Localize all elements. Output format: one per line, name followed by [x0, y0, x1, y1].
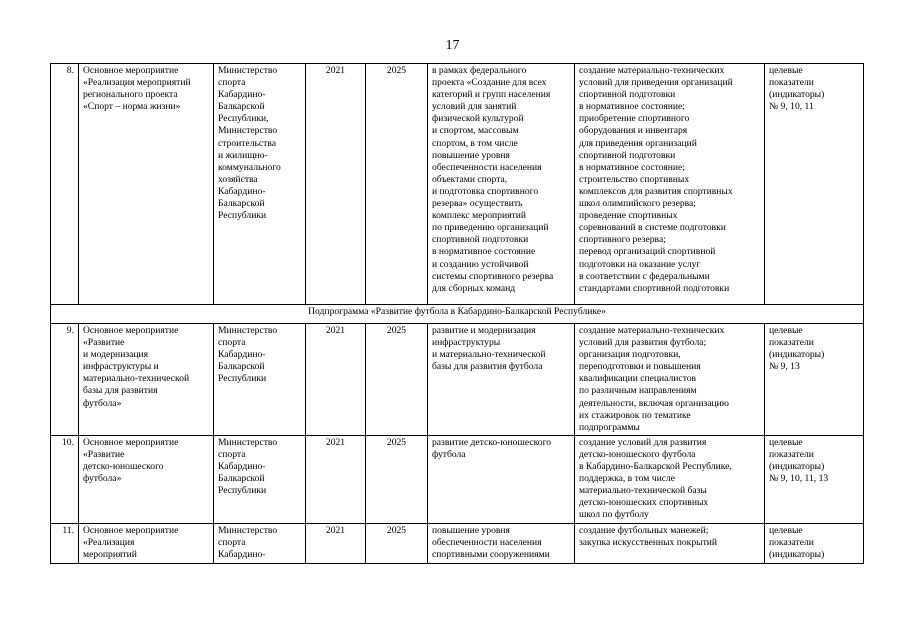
end-year: 2025 — [366, 324, 428, 436]
table-row — [51, 324, 864, 436]
row-number: 11. — [51, 523, 79, 563]
indicator-link: целевые показатели (индикаторы) — [765, 523, 864, 563]
row-number: 9. — [51, 324, 79, 436]
indicator-link: целевые показатели (индикаторы) № 9, 13 — [765, 324, 864, 436]
start-year: 2021 — [306, 324, 366, 436]
activities-table — [50, 63, 864, 564]
activity-name: Основное мероприятие «Реализация мероприятий — [79, 523, 214, 563]
table-row — [51, 523, 864, 563]
start-year: 2021 — [306, 64, 366, 305]
activity-name: Основное мероприятие «Развитие детско-юношеского футбола» — [79, 435, 214, 523]
expected-result: развитие и модернизация инфраструктуры и материально-технической базы для развития футбола — [428, 324, 575, 436]
indicator-link: целевые показатели (индикаторы) № 9, 10, 11, 13 — [765, 435, 864, 523]
expected-result: повышение уровня обеспеченности населения спортивными сооружениями — [428, 523, 575, 563]
executor: Министерство спорта Кабардино- Балкарской Республики — [214, 435, 306, 523]
executor: Министерство спорта Кабардино- — [214, 523, 306, 563]
row-number: 10. — [51, 435, 79, 523]
row-number: 8. — [51, 64, 79, 305]
section-row — [51, 305, 864, 324]
table-row — [51, 64, 864, 305]
expected-result: развитие детско-юношеского футбола — [428, 435, 575, 523]
start-year: 2021 — [306, 435, 366, 523]
expected-result: в рамках федерального проекта «Создание для всех категорий и групп населения условий для занятий физической культурой и спортом, массовым спортом, в том числе повышение уровня обеспеченности населения объектами спорта, и подготовка спортивного резерва» осуществить комплекс мероприятий по приведению организаций спортивной подготовки в нормативное состояние и созданию устойчивой системы спортивного резерва для сборных команд — [428, 64, 575, 305]
activity-name: Основное мероприятие «Реализация мероприятий регионального проекта «Спорт – норма жизни» — [79, 64, 214, 305]
indicator-link: целевые показатели (индикаторы) № 9, 10, 11 — [765, 64, 864, 305]
table-row — [51, 435, 864, 523]
end-year: 2025 — [366, 523, 428, 563]
main-directions: создание материально-технических условий для приведения организаций спортивной подготовки в нормативное состояние; приобретение спортивного оборудования и инвентаря для приведения организаций спортивной подготовки в нормативное состояние; строительство спортивных комплексов для развития спортивных школ олимпийского резерва; проведение спортивных соревнований в системе подготовки спортивного резерва; перевод организаций спортивной подготовки на оказание услуг в соответствии с федеральными стандартами спортивной подготовки — [575, 64, 765, 305]
subprogram-title: Подпрограмма «Развитие футбола в Кабардино-Балкарской Республике» — [51, 305, 864, 324]
page-number: 17 — [445, 38, 460, 53]
main-directions: создание условий для развития детско-юношеского футбола в Кабардино-Балкарской Республике, поддержка, в том числе материально-технической базы детско-юношеских спортивных школ по футболу — [575, 435, 765, 523]
end-year: 2025 — [366, 435, 428, 523]
executor: Министерство спорта Кабардино- Балкарской Республики, Министерство строительства и жилищно- коммунального хозяйства Кабардино- Балкарской Республики — [214, 64, 306, 305]
activity-name: Основное мероприятие «Развитие и модернизация инфраструктуры и материально-технической базы для развития футбола» — [79, 324, 214, 436]
end-year: 2025 — [366, 64, 428, 305]
start-year: 2021 — [306, 523, 366, 563]
main-directions: создание футбольных манежей; закупка искусственных покрытий — [575, 523, 765, 563]
main-directions: создание материально-технических условий для развития футбола; организация подготовки, переподготовки и повышения квалификации специалистов по различным направлениям деятельности, включая организацию их стажировок по тематике подпрограммы — [575, 324, 765, 436]
executor: Министерство спорта Кабардино- Балкарской Республики — [214, 324, 306, 436]
